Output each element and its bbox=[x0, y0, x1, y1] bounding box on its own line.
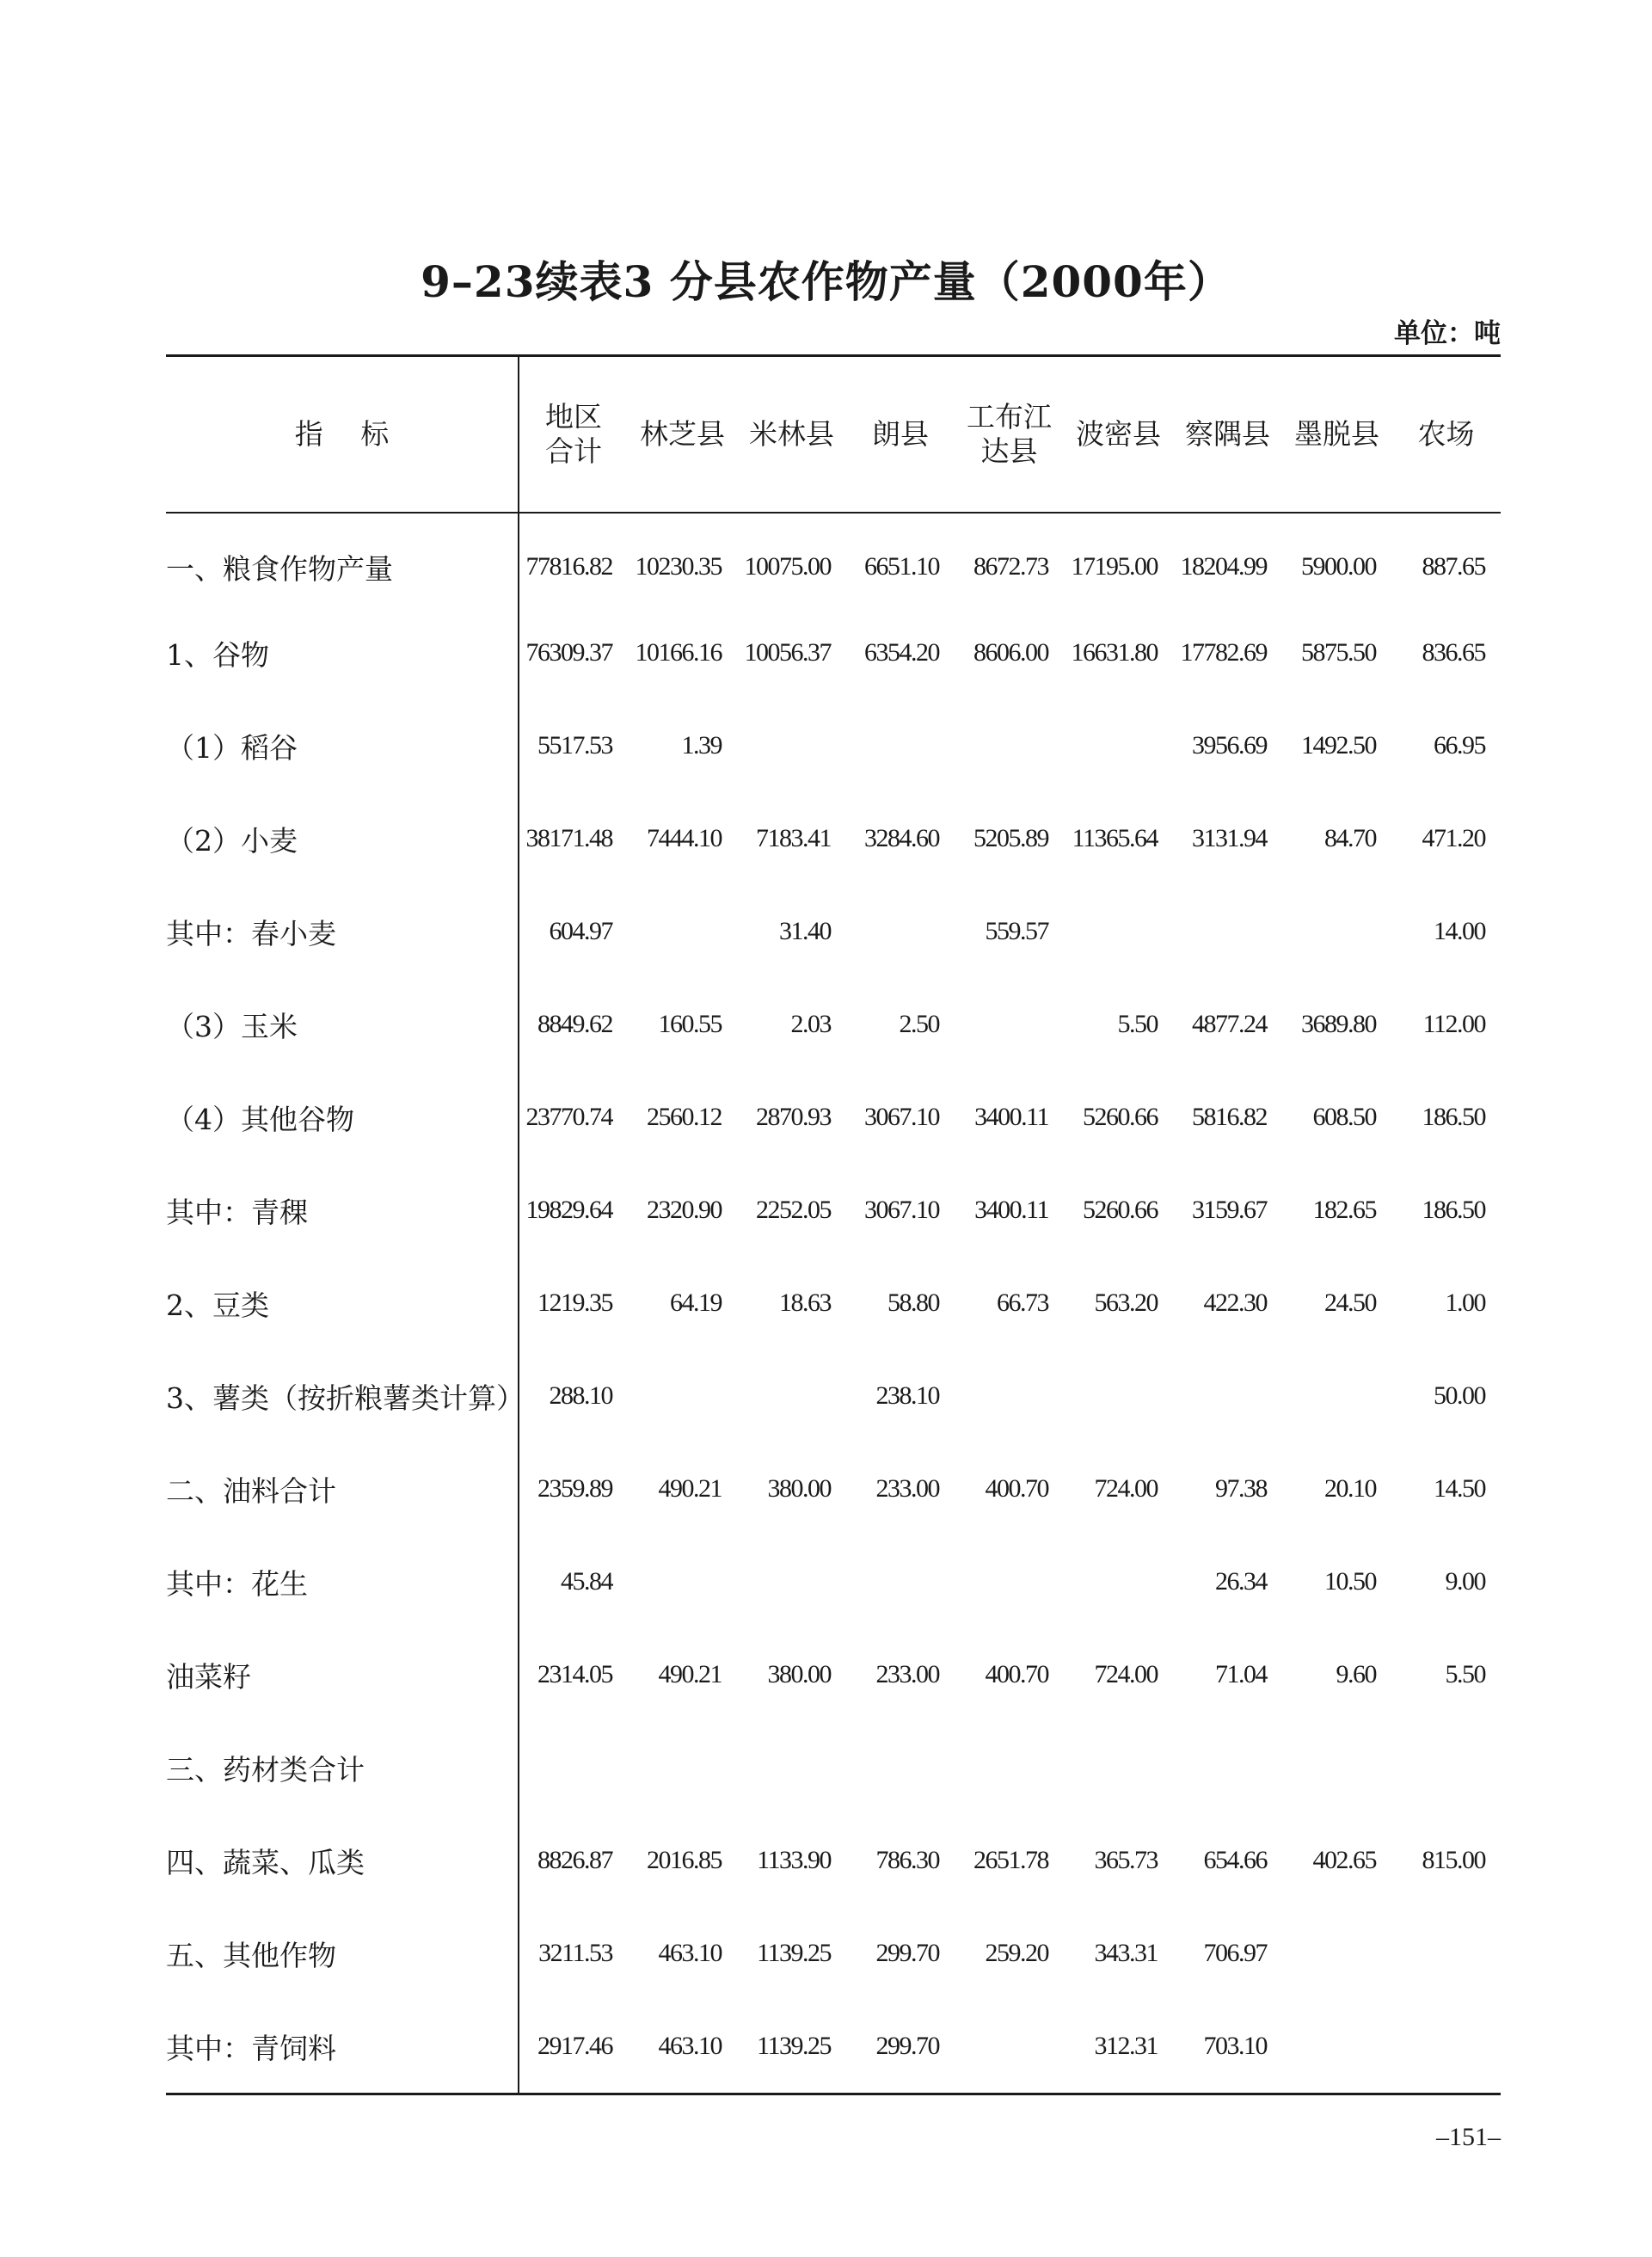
table-cell: 2.03 bbox=[790, 1010, 831, 1038]
table-cell: 76309.37 bbox=[525, 638, 612, 667]
table-cell bbox=[1173, 1350, 1282, 1442]
table-cell: 3400.11 bbox=[974, 1103, 1048, 1131]
header-indicator: 指 标 bbox=[166, 356, 519, 514]
table-cell: 45.84 bbox=[561, 1567, 612, 1596]
header-col-7 bbox=[1282, 356, 1391, 514]
table-cell: 3067.10 bbox=[864, 1196, 939, 1224]
table-cell: 233.00 bbox=[875, 1660, 939, 1688]
table-cell bbox=[955, 978, 1064, 1071]
table-cell: 66.73 bbox=[997, 1288, 1048, 1317]
table-cell: 3211.53 bbox=[538, 1939, 612, 1967]
table-cell: 50.00 bbox=[1434, 1381, 1485, 1410]
table-cell: 3956.69 bbox=[1192, 731, 1267, 760]
table-cell: 5816.82 bbox=[1192, 1103, 1267, 1131]
table-cell: 77816.82 bbox=[525, 552, 612, 581]
table-cell: 5.50 bbox=[1445, 1660, 1485, 1688]
table-cell bbox=[1282, 1350, 1391, 1442]
table-cell: 1133.90 bbox=[757, 1846, 831, 1874]
row-label: 五、其他作物 bbox=[166, 1907, 519, 2000]
header-col-line: 米林县 bbox=[749, 417, 834, 451]
table-cell bbox=[846, 1721, 955, 1814]
table-cell bbox=[1282, 2000, 1391, 2094]
table-cell: 2359.89 bbox=[537, 1474, 612, 1503]
table-cell bbox=[628, 1535, 737, 1628]
table-cell: 10056.37 bbox=[744, 638, 831, 667]
table-cell: 5260.66 bbox=[1083, 1196, 1158, 1224]
row-label: （1）稻谷 bbox=[166, 699, 519, 792]
table-cell: 604.97 bbox=[549, 917, 612, 945]
table-cell: 836.65 bbox=[1422, 638, 1485, 667]
table-cell bbox=[955, 699, 1064, 792]
row-label: 油菜籽 bbox=[166, 1628, 519, 1721]
table-cell: 654.66 bbox=[1203, 1846, 1267, 1874]
table-cell bbox=[1064, 1350, 1173, 1442]
table-cell: 2560.12 bbox=[647, 1103, 722, 1131]
table-cell: 402.65 bbox=[1312, 1846, 1376, 1874]
table-cell: 343.31 bbox=[1094, 1939, 1158, 1967]
table-cell bbox=[1282, 1721, 1391, 1814]
row-label: 2、豆类 bbox=[166, 1257, 519, 1350]
table-cell bbox=[955, 2000, 1064, 2094]
table-cell bbox=[1282, 1907, 1391, 2000]
table-cell bbox=[1391, 1907, 1501, 2000]
table-row bbox=[166, 1814, 1501, 1907]
table-cell bbox=[846, 885, 955, 978]
table-cell: 2870.93 bbox=[756, 1103, 831, 1131]
table-cell bbox=[628, 1721, 737, 1814]
table-cell: 815.00 bbox=[1422, 1846, 1485, 1874]
table-cell: 66.95 bbox=[1434, 731, 1485, 760]
header-col-line: 合计 bbox=[545, 434, 602, 468]
table-cell bbox=[1173, 885, 1282, 978]
table-cell: 471.20 bbox=[1422, 824, 1485, 852]
table-cell: 8849.62 bbox=[537, 1010, 612, 1038]
table-cell: 724.00 bbox=[1094, 1660, 1158, 1688]
header-col-line: 达县 bbox=[980, 434, 1038, 468]
header-col-2 bbox=[737, 356, 846, 514]
header-col-line: 地区 bbox=[545, 400, 602, 434]
table-cell: 233.00 bbox=[875, 1474, 939, 1503]
table-cell bbox=[955, 1721, 1064, 1814]
table-cell: 3131.94 bbox=[1192, 824, 1267, 852]
header-col-line: 墨脱县 bbox=[1294, 417, 1379, 451]
table-cell: 2252.05 bbox=[756, 1196, 831, 1224]
table-cell: 463.10 bbox=[658, 2032, 722, 2060]
table-row bbox=[166, 1907, 1501, 2000]
table-cell: 422.30 bbox=[1203, 1288, 1267, 1317]
table-cell: 3689.80 bbox=[1301, 1010, 1376, 1038]
table-cell: 559.57 bbox=[985, 917, 1048, 945]
table-row bbox=[166, 1721, 1501, 1814]
table-cell: 9.60 bbox=[1336, 1660, 1376, 1688]
table-cell bbox=[1064, 699, 1173, 792]
table-cell: 58.80 bbox=[887, 1288, 939, 1317]
table-row bbox=[166, 1442, 1501, 1535]
table-cell bbox=[1391, 2000, 1501, 2094]
header-col-line: 林芝县 bbox=[640, 417, 725, 451]
table-cell: 2.50 bbox=[899, 1010, 939, 1038]
table-cell bbox=[1064, 1535, 1173, 1628]
table-cell: 288.10 bbox=[549, 1381, 612, 1410]
page-number: –151– bbox=[1436, 2123, 1501, 2151]
table-cell bbox=[955, 1350, 1064, 1442]
header-col-0 bbox=[519, 356, 628, 514]
table-cell: 7183.41 bbox=[756, 824, 831, 852]
table-row bbox=[166, 606, 1501, 699]
table-cell: 490.21 bbox=[658, 1474, 722, 1503]
table-cell: 1139.25 bbox=[757, 1939, 831, 1967]
table-cell: 5260.66 bbox=[1083, 1103, 1158, 1131]
table-row bbox=[166, 978, 1501, 1071]
table-cell: 10230.35 bbox=[635, 552, 722, 581]
table-cell: 5900.00 bbox=[1301, 552, 1376, 581]
table-row bbox=[166, 513, 1501, 606]
table-cell: 1219.35 bbox=[537, 1288, 612, 1317]
table-cell: 259.20 bbox=[985, 1939, 1048, 1967]
table-cell: 299.70 bbox=[875, 2032, 939, 2060]
table-cell: 8672.73 bbox=[973, 552, 1048, 581]
header-col-line: 波密县 bbox=[1076, 417, 1161, 451]
table-row bbox=[166, 1071, 1501, 1164]
table-cell: 5.50 bbox=[1117, 1010, 1158, 1038]
table-cell: 400.70 bbox=[985, 1660, 1048, 1688]
table-cell: 724.00 bbox=[1094, 1474, 1158, 1503]
table-cell: 2016.85 bbox=[647, 1846, 722, 1874]
crop-output-table bbox=[166, 354, 1501, 2095]
table-cell: 5875.50 bbox=[1301, 638, 1376, 667]
table-cell: 5205.89 bbox=[973, 824, 1048, 852]
table-cell: 238.10 bbox=[875, 1381, 939, 1410]
table-cell: 31.40 bbox=[779, 917, 831, 945]
table-cell: 2651.78 bbox=[973, 1846, 1048, 1874]
table-cell: 1139.25 bbox=[757, 2032, 831, 2060]
row-label: 1、谷物 bbox=[166, 606, 519, 699]
table-cell: 2314.05 bbox=[537, 1660, 612, 1688]
table-cell: 6354.20 bbox=[864, 638, 939, 667]
table-cell: 1.39 bbox=[681, 731, 722, 760]
table-cell: 3400.11 bbox=[974, 1196, 1048, 1224]
table-cell: 299.70 bbox=[875, 1939, 939, 1967]
header-col-5 bbox=[1064, 356, 1173, 514]
table-cell: 380.00 bbox=[767, 1660, 831, 1688]
table-cell: 380.00 bbox=[767, 1474, 831, 1503]
table-cell: 312.31 bbox=[1094, 2032, 1158, 2060]
table-cell: 11365.64 bbox=[1072, 824, 1158, 852]
table-cell bbox=[737, 1721, 846, 1814]
table-cell: 19829.64 bbox=[525, 1196, 612, 1224]
table-cell: 97.38 bbox=[1215, 1474, 1267, 1503]
table-cell: 2917.46 bbox=[537, 2032, 612, 2060]
table-cell: 9.00 bbox=[1445, 1567, 1485, 1596]
table-cell: 26.34 bbox=[1215, 1567, 1267, 1596]
table-cell: 84.70 bbox=[1324, 824, 1376, 852]
row-label: （3）玉米 bbox=[166, 978, 519, 1071]
table-cell: 10075.00 bbox=[744, 552, 831, 581]
table-cell: 703.10 bbox=[1203, 2032, 1267, 2060]
table-cell bbox=[846, 1535, 955, 1628]
table-cell: 786.30 bbox=[875, 1846, 939, 1874]
header-col-4 bbox=[955, 356, 1064, 514]
table-cell: 18.63 bbox=[779, 1288, 831, 1317]
row-label: （4）其他谷物 bbox=[166, 1071, 519, 1164]
table-cell: 563.20 bbox=[1094, 1288, 1158, 1317]
table-cell bbox=[628, 1350, 737, 1442]
table-cell: 463.10 bbox=[658, 1939, 722, 1967]
row-label: （2）小麦 bbox=[166, 792, 519, 885]
table-cell: 8606.00 bbox=[973, 638, 1048, 667]
table-cell: 112.00 bbox=[1422, 1010, 1485, 1038]
table-cell bbox=[955, 1535, 1064, 1628]
header-col-line: 工布江 bbox=[967, 400, 1052, 434]
table-cell: 1492.50 bbox=[1301, 731, 1376, 760]
row-label: 一、粮食作物产量 bbox=[166, 513, 519, 606]
table-cell: 71.04 bbox=[1215, 1660, 1267, 1688]
header-col-line: 朗县 bbox=[872, 417, 929, 451]
header-col-3 bbox=[846, 356, 955, 514]
table-body bbox=[166, 513, 1501, 2094]
table-row bbox=[166, 1164, 1501, 1257]
table-cell: 5517.53 bbox=[537, 731, 612, 760]
table-cell bbox=[737, 1535, 846, 1628]
table-header bbox=[166, 356, 1501, 514]
table-cell: 16631.80 bbox=[1071, 638, 1158, 667]
table-cell: 400.70 bbox=[985, 1474, 1048, 1503]
table-cell: 186.50 bbox=[1422, 1103, 1485, 1131]
page-title: 9–23续表3 分县农作物产量（2000年） bbox=[421, 256, 1231, 307]
table-cell bbox=[1064, 1721, 1173, 1814]
table-row bbox=[166, 1535, 1501, 1628]
table-cell: 365.73 bbox=[1094, 1846, 1158, 1874]
table-cell: 608.50 bbox=[1312, 1103, 1376, 1131]
table-cell: 10166.16 bbox=[635, 638, 722, 667]
table-cell: 490.21 bbox=[658, 1660, 722, 1688]
table-cell: 38171.48 bbox=[525, 824, 612, 852]
table-cell: 10.50 bbox=[1324, 1567, 1376, 1596]
table-row bbox=[166, 699, 1501, 792]
table-cell: 3284.60 bbox=[864, 824, 939, 852]
table-cell bbox=[737, 1350, 846, 1442]
table-row bbox=[166, 1257, 1501, 1350]
table-cell: 14.00 bbox=[1434, 917, 1485, 945]
table-cell: 3159.67 bbox=[1192, 1196, 1267, 1224]
header-col-line: 农场 bbox=[1417, 417, 1475, 451]
table-row bbox=[166, 2000, 1501, 2094]
table-cell: 2320.90 bbox=[647, 1196, 722, 1224]
table-cell: 14.50 bbox=[1434, 1474, 1485, 1503]
table-cell bbox=[628, 885, 737, 978]
table-cell: 18204.99 bbox=[1180, 552, 1267, 581]
header-col-6 bbox=[1173, 356, 1282, 514]
table-cell: 7444.10 bbox=[647, 824, 722, 852]
table-row bbox=[166, 792, 1501, 885]
table-cell: 20.10 bbox=[1324, 1474, 1376, 1503]
row-label: 其中：青饲料 bbox=[166, 2000, 519, 2094]
table-cell: 64.19 bbox=[670, 1288, 722, 1317]
row-label: 其中：春小麦 bbox=[166, 885, 519, 978]
table-row bbox=[166, 1350, 1501, 1442]
table-cell bbox=[1173, 1721, 1282, 1814]
header-col-line: 察隅县 bbox=[1185, 417, 1270, 451]
table-cell: 17782.69 bbox=[1180, 638, 1267, 667]
table-cell: 887.65 bbox=[1422, 552, 1485, 581]
table-cell: 17195.00 bbox=[1071, 552, 1158, 581]
table-cell: 706.97 bbox=[1203, 1939, 1267, 1967]
table-cell: 6651.10 bbox=[864, 552, 939, 581]
row-label: 其中：花生 bbox=[166, 1535, 519, 1628]
table-row bbox=[166, 885, 1501, 978]
table-cell: 8826.87 bbox=[537, 1846, 612, 1874]
table-cell: 186.50 bbox=[1422, 1196, 1485, 1224]
table-cell: 182.65 bbox=[1312, 1196, 1376, 1224]
table-cell bbox=[519, 1721, 628, 1814]
table-cell: 1.00 bbox=[1445, 1288, 1485, 1317]
table-cell: 3067.10 bbox=[864, 1103, 939, 1131]
row-label: 四、蔬菜、瓜类 bbox=[166, 1814, 519, 1907]
unit-label: 单位：吨 bbox=[1394, 318, 1501, 349]
table-cell: 4877.24 bbox=[1192, 1010, 1267, 1038]
table-cell bbox=[1282, 885, 1391, 978]
table-cell bbox=[1064, 885, 1173, 978]
table-cell: 160.55 bbox=[658, 1010, 722, 1038]
table-cell: 23770.74 bbox=[525, 1103, 612, 1131]
header-col-1 bbox=[628, 356, 737, 514]
table-cell bbox=[1391, 1721, 1501, 1814]
table-cell bbox=[846, 699, 955, 792]
row-label: 二、油料合计 bbox=[166, 1442, 519, 1535]
table-row bbox=[166, 1628, 1501, 1721]
table-cell: 24.50 bbox=[1324, 1288, 1376, 1317]
table-cell bbox=[737, 699, 846, 792]
row-label: 其中：青稞 bbox=[166, 1164, 519, 1257]
row-label: 三、药材类合计 bbox=[166, 1721, 519, 1814]
row-label: 3、薯类（按折粮薯类计算） bbox=[166, 1350, 519, 1442]
header-col-8 bbox=[1391, 356, 1501, 514]
